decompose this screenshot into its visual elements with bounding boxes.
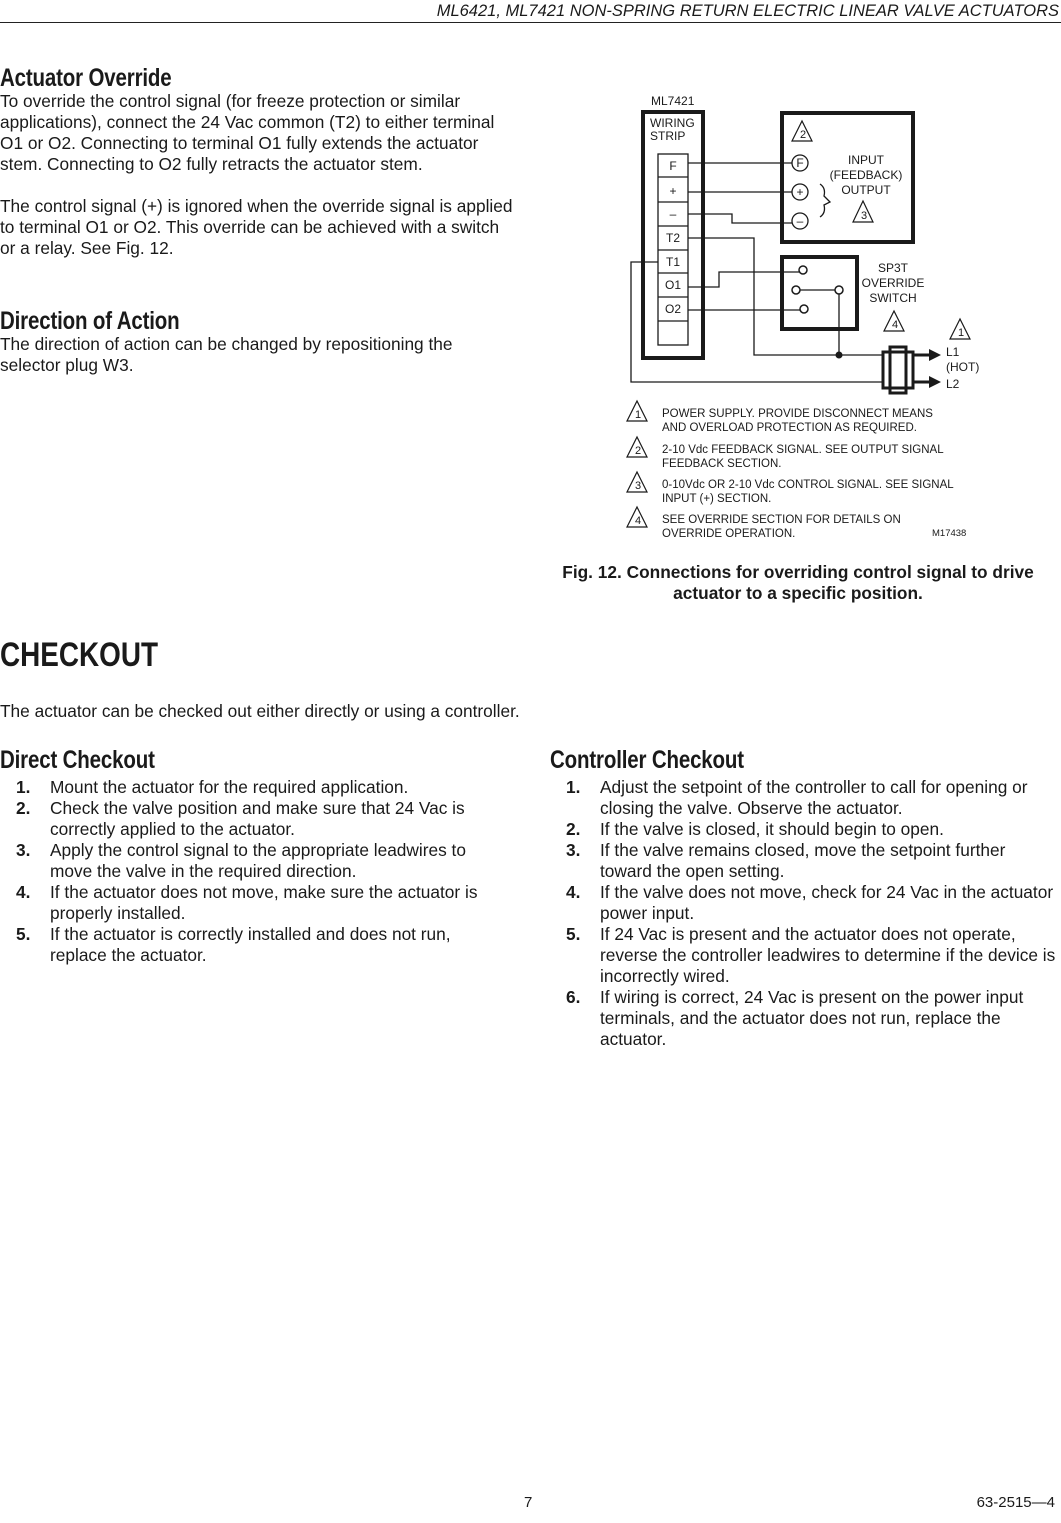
item-text: Apply the control signal to the appropriate leadwires to move the valve in the required direction. <box>50 840 466 881</box>
list-item <box>566 777 1060 819</box>
item-number: 6. <box>566 987 581 1007</box>
section-heading: Controller Checkout <box>550 746 744 774</box>
paragraph: The control signal (+) is ignored when the override signal is applied to terminal O1 or O2. This override can be achieved with a switch or a relay. See Fig. 12. <box>0 196 513 258</box>
section-heading: Direct Checkout <box>0 746 155 774</box>
svg-text:SEE OVERRIDE SECTION FOR DETAI: SEE OVERRIDE SECTION FOR DETAILS ON <box>662 514 901 526</box>
checkout-heading-wrap <box>0 636 193 675</box>
terminal-t1: T1 <box>665 255 681 269</box>
list-item <box>566 987 1060 1050</box>
item-text: Mount the actuator for the required application. <box>50 777 409 797</box>
section-heading: Direction of Action <box>0 307 180 335</box>
note-marker: 3 <box>634 480 642 492</box>
input-label: INPUT <box>848 153 884 167</box>
item-number: 5. <box>566 924 581 944</box>
note-marker: 1 <box>634 409 642 421</box>
item-text: If the actuator does not move, make sure the actuator is properly installed. <box>50 882 478 923</box>
circle-f: F <box>796 156 804 170</box>
terminal-plus: + <box>669 184 677 198</box>
circle-plus: + <box>796 185 804 199</box>
item-number: 1. <box>566 777 581 797</box>
list-item <box>16 840 512 882</box>
item-number: 1. <box>16 777 31 797</box>
input-label: OUTPUT <box>841 183 891 197</box>
item-text: If the valve does not move, check for 24 Vac in the actuator power input. <box>600 882 1054 923</box>
list-item <box>566 924 1060 987</box>
item-text: If 24 Vac is present and the actuator does not operate, reverse the controller leadwires to determine if the device is incorrectly wired. <box>600 924 1056 986</box>
paragraph: To override the control signal (for freeze protection or similar applications), connect the 24 Vac common (T2) to either terminal O1 or O2. Connecting to terminal O1 fully extends the actuator stem. Connecting to O2 fully retracts the actuator stem. <box>0 91 495 174</box>
list-item <box>16 924 512 966</box>
direct-checkout-section <box>0 746 512 966</box>
item-number: 3. <box>16 840 31 860</box>
diagram-notes <box>662 408 954 540</box>
controller-checkout-section <box>550 746 1060 1050</box>
arrow-icon <box>929 376 941 388</box>
checkout-heading: CHECKOUT <box>0 636 158 674</box>
list-item <box>566 819 1060 840</box>
power-plug <box>883 347 930 393</box>
note-marker: 4 <box>634 515 642 527</box>
terminal-t2: T2 <box>665 231 681 245</box>
l2-label: L2 <box>946 377 960 391</box>
item-text: Adjust the setpoint of the controller to call for opening or closing the valve. Observe the actuator. <box>600 777 1028 818</box>
svg-text:OVERRIDE OPERATION.: OVERRIDE OPERATION. <box>662 528 796 540</box>
page-number: 7 <box>524 1494 533 1511</box>
terminal-f: F <box>669 159 677 173</box>
item-number: 4. <box>16 882 31 902</box>
item-number: 5. <box>16 924 31 944</box>
terminal-o1: O1 <box>664 278 682 292</box>
document-number: 63-2515—4 <box>976 1494 1055 1511</box>
note-marker: 2 <box>634 445 642 457</box>
item-number: 2. <box>566 819 581 839</box>
terminal-dividers <box>658 177 688 321</box>
item-number: 3. <box>566 840 581 860</box>
terminal-o2: O2 <box>664 302 682 316</box>
section-heading: Actuator Override <box>0 64 172 92</box>
checkout-intro: The actuator can be checked out either directly or using a controller. <box>0 701 520 721</box>
terminal-minus: – <box>669 207 677 221</box>
switch-label: SP3T <box>877 261 909 275</box>
marker-3: 3 <box>860 210 868 222</box>
svg-text:0-10Vdc OR 2-10 Vdc CONTROL SI: 0-10Vdc OR 2-10 Vdc CONTROL SIGNAL. SEE SIGNAL <box>662 479 954 491</box>
marker-1: 1 <box>957 327 965 339</box>
item-text: If the valve remains closed, move the setpoint further toward the open setting. <box>600 840 1006 881</box>
item-text: If wiring is correct, 24 Vac is present on the power input terminals, and the actuator does not run, replace the actuator. <box>600 987 1024 1049</box>
l1-label: L1 <box>946 345 960 359</box>
direct-checkout-list <box>16 777 512 966</box>
svg-text:2-10 Vdc FEEDBACK SIGNAL. SEE: 2-10 Vdc FEEDBACK SIGNAL. SEE OUTPUT SIGNAL <box>662 444 944 456</box>
item-text: If the actuator is correctly installed and does not run, replace the actuator. <box>50 924 451 965</box>
list-item <box>16 777 512 798</box>
list-item <box>566 882 1060 924</box>
switch-label: SWITCH <box>869 291 917 305</box>
model-label: ML7421 <box>651 94 695 108</box>
item-text: If the valve is closed, it should begin to open. <box>600 819 944 839</box>
arrow-icon <box>929 349 941 361</box>
list-item <box>566 840 1060 882</box>
svg-text:AND OVERLOAD PROTECTION AS REQ: AND OVERLOAD PROTECTION AS REQUIRED. <box>662 422 917 434</box>
item-number: 2. <box>16 798 31 818</box>
marker-2: 2 <box>799 129 807 141</box>
running-header: ML6421, ML7421 NON-SPRING RETURN ELECTRIC LINEAR VALVE ACTUATORS <box>436 2 1059 20</box>
wiring-diagram <box>0 0 1061 560</box>
junction-dot <box>836 352 843 359</box>
list-item <box>16 882 512 924</box>
switch-label: OVERRIDE <box>861 276 925 290</box>
hot-label: (HOT) <box>946 360 980 374</box>
controller-checkout-list <box>566 777 1060 1050</box>
marker-4: 4 <box>891 319 899 331</box>
strip-label: STRIP <box>650 129 686 143</box>
list-item <box>16 798 512 840</box>
input-label: (FEEDBACK) <box>829 168 903 182</box>
circle-minus: – <box>796 214 804 228</box>
svg-text:INPUT (+) SECTION.: INPUT (+) SECTION. <box>662 493 772 505</box>
figure-caption: Fig. 12. Connections for overriding control signal to drive actuator to a specific position. <box>562 562 1034 603</box>
item-text: Check the valve position and make sure that 24 Vac is correctly applied to the actuator. <box>50 798 465 839</box>
paragraph: The direction of action can be changed by repositioning the selector plug W3. <box>0 334 453 375</box>
strip-label: WIRING <box>650 116 695 130</box>
svg-text:POWER SUPPLY. PROVIDE DISCONNE: POWER SUPPLY. PROVIDE DISCONNECT MEANS <box>662 408 933 420</box>
figure-code: M17438 <box>932 528 967 539</box>
svg-text:FEEDBACK SECTION.: FEEDBACK SECTION. <box>662 458 782 470</box>
item-number: 4. <box>566 882 581 902</box>
